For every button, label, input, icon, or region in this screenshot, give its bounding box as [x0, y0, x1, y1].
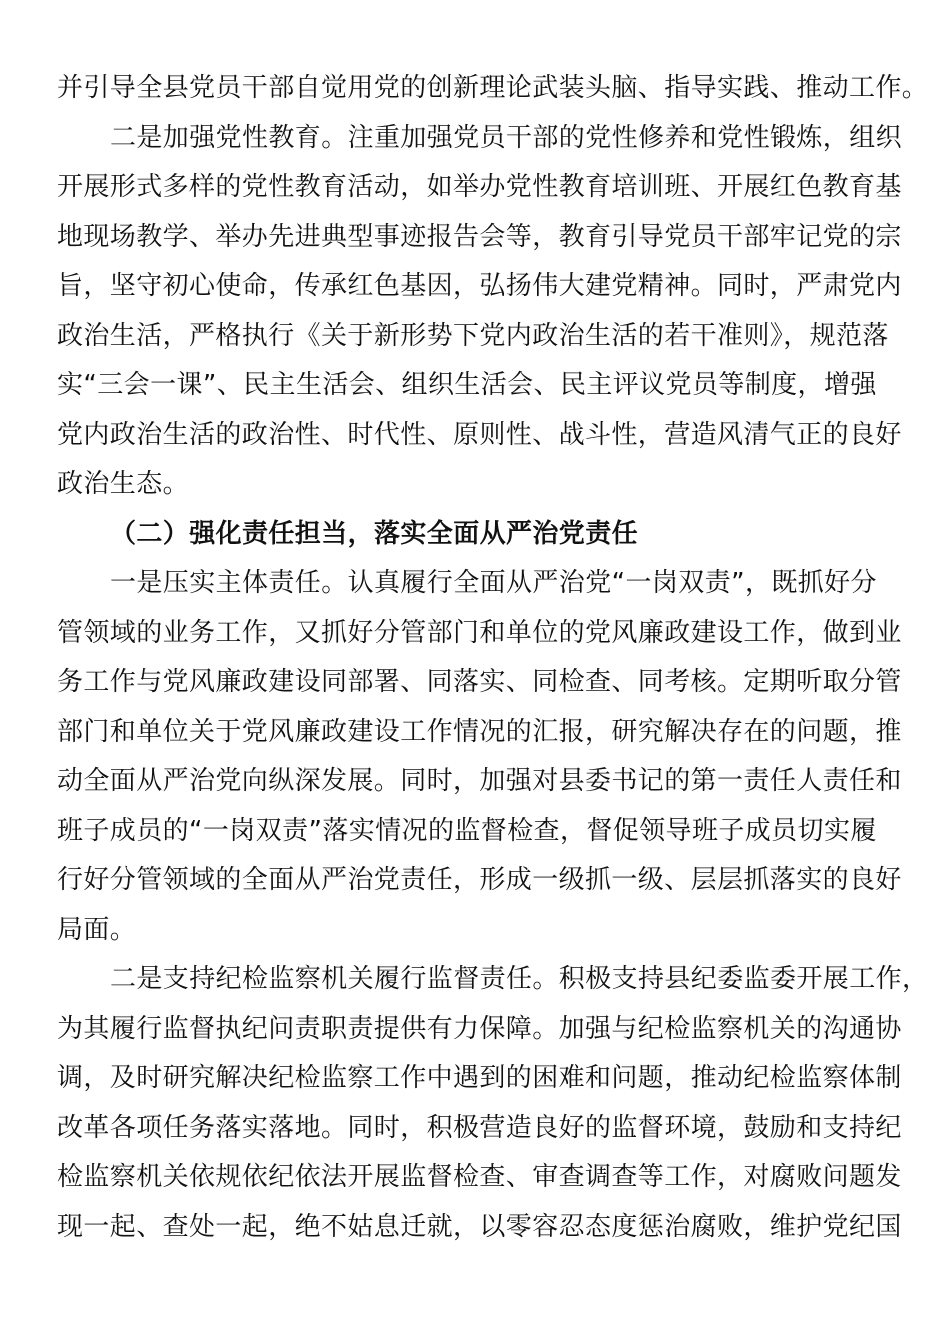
section-heading: （二）强化责任担当，落实全面从严治党责任: [110, 518, 639, 549]
paragraph-supervision-support: [57, 955, 929, 1252]
text-line: 部门和单位关于党风廉政建设工作情况的汇报，研究解决存在的问题，推: [57, 716, 902, 747]
text-line: 二是支持纪检监察机关履行监督责任。积极支持县纪委监委开展工作，: [110, 964, 929, 994]
text-line: 为其履行监督执纪问责职责提供有力保障。加强与纪检监察机关的沟通协: [57, 1013, 902, 1044]
text-line: 务工作与党风廉政建设同部署、同落实、同检查、同考核。定期听取分管: [57, 667, 902, 697]
text-line: 局面。: [57, 914, 137, 945]
text-line: 实“三会一课”、民主生活会、组织生活会、民主评议党员等制度，增强: [57, 370, 877, 400]
text-line: 现一起、查处一起，绝不姑息迁就，以零容忍态度惩治腐败，维护党纪国: [57, 1211, 902, 1242]
text-line: 开展形式多样的党性教育活动，如举办党性教育培训班、开展红色教育基: [57, 172, 902, 202]
text-line: 地现场教学、举办先进典型事迹报告会等，教育引导党员干部牢记党的宗: [57, 221, 902, 252]
text-line: 政治生活，严格执行《关于新形势下党内政治生活的若干准则》，规范落: [57, 320, 889, 351]
text-line: 并引导全县党员干部自觉用党的创新理论武装头脑、指导实践、推动工作。: [57, 73, 929, 103]
text-line: 一是压实主体责任。认真履行全面从严治党“一岗双责”，既抓好分: [110, 568, 877, 598]
text-line: 旨，坚守初心使命，传承红色基因，弘扬伟大建党精神。同时，严肃党内: [57, 271, 902, 301]
text-line: 动全面从严治党向纵深发展。同时，加强对县委书记的第一责任人责任和: [57, 766, 902, 796]
text-line: 二是加强党性教育。注重加强党员干部的党性修养和党性锻炼，组织: [110, 122, 903, 153]
text-line: 改革各项任务落实落地。同时，积极营造良好的监督环境，鼓励和支持纪: [57, 1112, 902, 1143]
document-page: [57, 64, 929, 1252]
paragraph-party-education: [57, 114, 903, 510]
text-line: 行好分管领域的全面从严治党责任，形成一级抓一级、层层抓落实的良好: [57, 865, 902, 895]
paragraph-main-responsibility: [57, 559, 902, 955]
paragraph-continuation: [57, 64, 929, 114]
text-line: 检监察机关依规依纪依法开展监督检查、审查调查等工作，对腐败问题发: [57, 1162, 902, 1192]
text-line: 班子成员的“一岗双责”落实情况的监督检查，督促领导班子成员切实履: [57, 815, 877, 846]
text-line: 政治生态。: [57, 469, 190, 499]
text-line: 调，及时研究解决纪检监察工作中遇到的困难和问题，推动纪检监察体制: [57, 1063, 902, 1093]
text-line: 党内政治生活的政治性、时代性、原则性、战斗性，营造风清气正的良好: [57, 419, 902, 450]
text-line: 管领域的业务工作，又抓好分管部门和单位的党风廉政建设工作，做到业: [57, 617, 902, 648]
